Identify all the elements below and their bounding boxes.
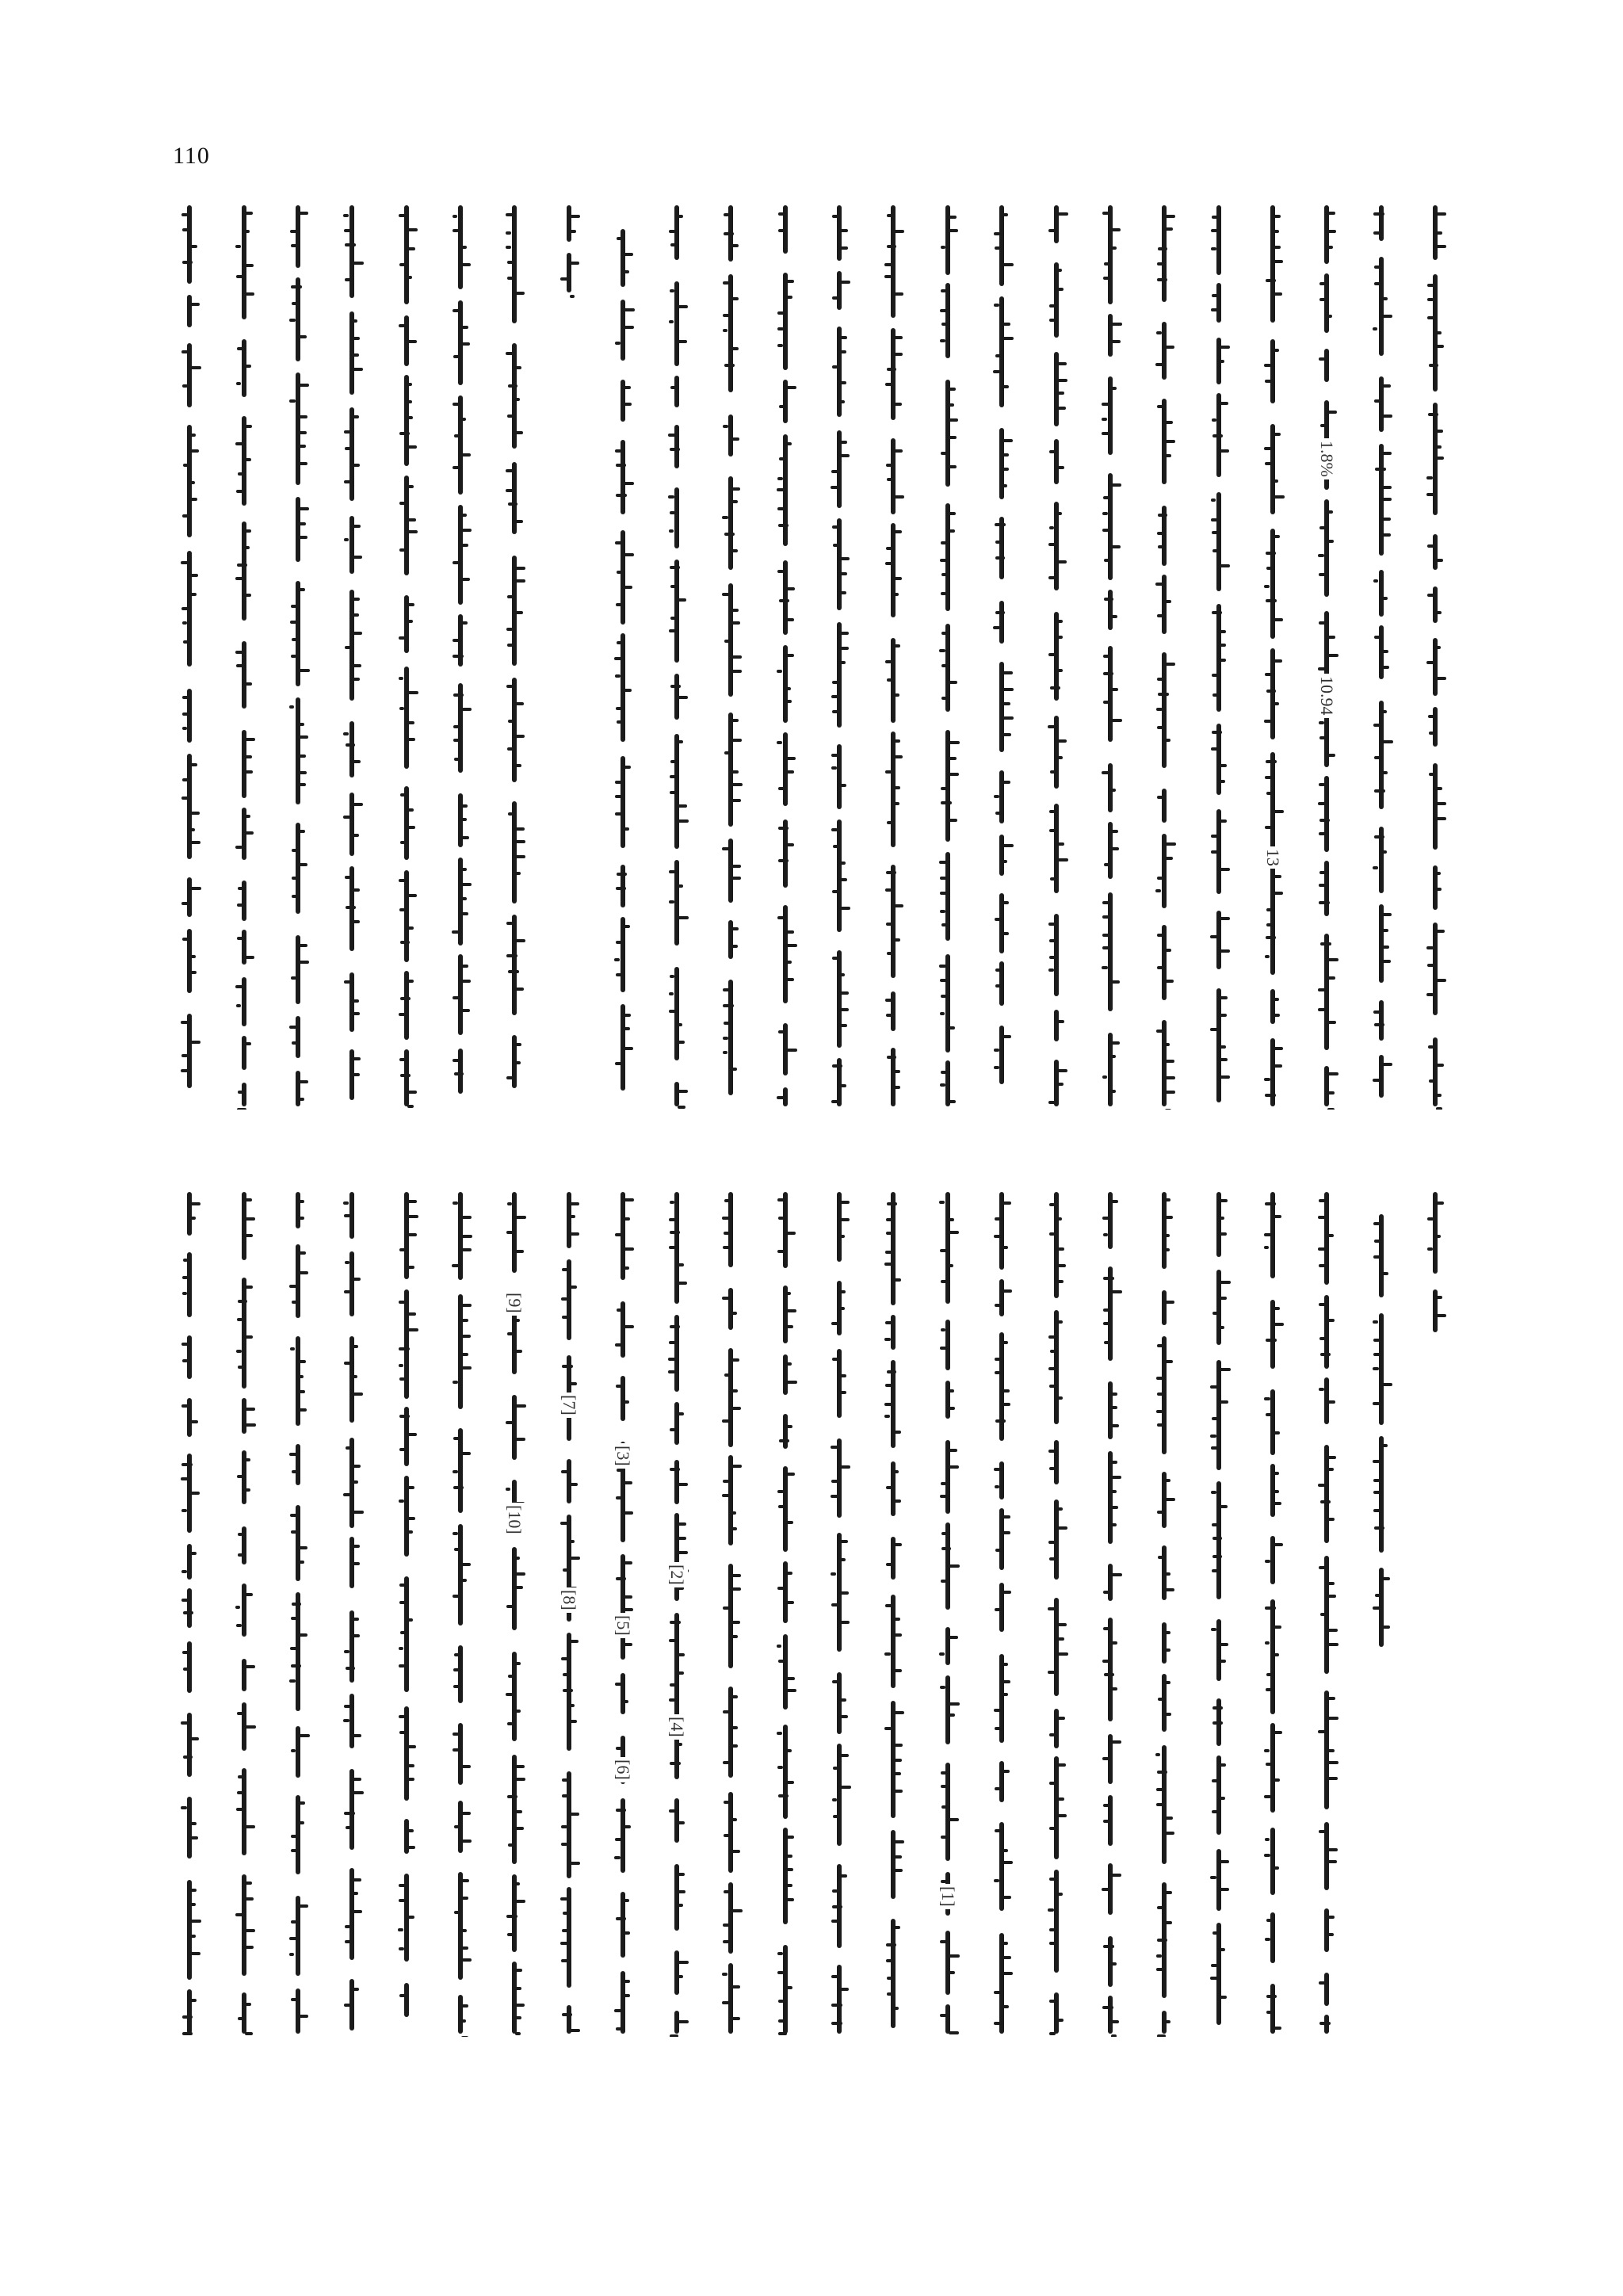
text-column	[988, 1189, 1015, 2037]
text-column	[826, 202, 853, 1110]
vertical-script-glyphs	[176, 202, 203, 1110]
text-column	[447, 202, 474, 1110]
vertical-script-glyphs	[231, 1189, 258, 2037]
vertical-script-glyphs	[826, 202, 853, 1110]
vertical-script-glyphs	[1368, 202, 1395, 1110]
text-column	[1313, 1189, 1340, 2037]
vertical-script-glyphs	[1043, 202, 1070, 1110]
vertical-script-glyphs	[176, 1189, 203, 2037]
text-column	[717, 202, 744, 1110]
citation-mark: [3]	[612, 1443, 634, 1469]
vertical-script-glyphs	[609, 202, 636, 1110]
text-column	[826, 1189, 853, 2037]
text-column	[556, 1189, 582, 2037]
text-column	[393, 1189, 420, 2037]
vertical-script-glyphs	[1259, 202, 1286, 1110]
vertical-script-glyphs	[231, 202, 258, 1110]
text-column	[1205, 1189, 1232, 2037]
vertical-script-glyphs	[717, 202, 744, 1110]
vertical-script-glyphs	[1205, 1189, 1232, 2037]
citation-mark: [6]	[612, 1757, 634, 1782]
text-column	[1151, 202, 1178, 1110]
vertical-script-glyphs	[1368, 1189, 1395, 2037]
vertical-script-glyphs	[501, 1189, 528, 2037]
vertical-script-glyphs	[501, 202, 528, 1110]
vertical-script-glyphs	[285, 1189, 311, 2037]
text-column	[501, 202, 528, 1110]
text-column	[1368, 1189, 1395, 2037]
text-column	[285, 1189, 311, 2037]
vertical-script-glyphs	[988, 202, 1015, 1110]
vertical-script-glyphs	[447, 1189, 474, 2037]
text-column	[609, 202, 636, 1110]
vertical-script-glyphs	[1043, 1189, 1070, 2037]
text-column	[231, 202, 258, 1110]
text-column	[934, 1189, 961, 2037]
vertical-script-glyphs	[880, 1189, 907, 2037]
vertical-script-glyphs	[880, 202, 907, 1110]
vertical-script-glyphs	[1313, 1189, 1340, 2037]
vertical-script-glyphs	[447, 202, 474, 1110]
citation-mark: [5]	[612, 1613, 634, 1638]
text-column	[1368, 202, 1395, 1110]
text-column	[934, 202, 961, 1110]
text-column	[1259, 1189, 1286, 2037]
text-column	[231, 1189, 258, 2037]
vertical-script-glyphs	[1151, 1189, 1178, 2037]
vertical-script-glyphs	[772, 1189, 799, 2037]
citation-mark: [4]	[666, 1714, 688, 1740]
text-column	[556, 202, 582, 1110]
numeric-value: 13	[1262, 846, 1284, 869]
text-column	[501, 1189, 528, 2037]
text-column	[1259, 202, 1286, 1110]
vertical-script-glyphs	[338, 1189, 365, 2037]
lower-text-block	[162, 1189, 1462, 2037]
vertical-script-glyphs	[338, 202, 365, 1110]
text-column	[1097, 202, 1124, 1110]
text-column	[1205, 202, 1232, 1110]
vertical-script-glyphs	[1259, 1189, 1286, 2037]
numeric-value: 1.8%	[1316, 438, 1338, 479]
text-column	[447, 1189, 474, 2037]
vertical-script-glyphs	[988, 1189, 1015, 2037]
text-column	[176, 202, 203, 1110]
vertical-script-glyphs	[1097, 1189, 1124, 2037]
text-column	[663, 1189, 690, 2037]
citation-mark: [2]	[666, 1562, 688, 1587]
vertical-script-glyphs	[1151, 202, 1178, 1110]
text-column	[1097, 1189, 1124, 2037]
text-column	[176, 1189, 203, 2037]
text-column	[717, 1189, 744, 2037]
text-column	[880, 202, 907, 1110]
vertical-script-glyphs	[826, 1189, 853, 2037]
text-column	[1422, 202, 1449, 1110]
page-number: 110	[173, 143, 210, 169]
text-column	[1422, 1189, 1449, 2037]
citation-mark: [8]	[558, 1587, 580, 1613]
citation-mark: [10]	[503, 1503, 525, 1537]
vertical-script-glyphs	[556, 202, 582, 1110]
vertical-script-glyphs	[1205, 202, 1232, 1110]
text-column	[338, 202, 365, 1110]
vertical-script-glyphs	[934, 1189, 961, 2037]
vertical-script-glyphs	[934, 202, 961, 1110]
citation-mark: [7]	[558, 1392, 580, 1418]
vertical-script-glyphs	[663, 1189, 690, 2037]
vertical-script-glyphs	[717, 1189, 744, 2037]
text-column	[988, 202, 1015, 1110]
text-column	[1043, 202, 1070, 1110]
vertical-script-glyphs	[556, 1189, 582, 2037]
citation-mark: [1]	[937, 1884, 959, 1909]
citation-mark: [9]	[503, 1290, 525, 1316]
vertical-script-glyphs	[393, 1189, 420, 2037]
vertical-script-glyphs	[663, 202, 690, 1110]
text-column	[1313, 202, 1340, 1110]
vertical-script-glyphs	[285, 202, 311, 1110]
text-column	[338, 1189, 365, 2037]
upper-text-block	[162, 202, 1462, 1110]
text-column	[1151, 1189, 1178, 2037]
text-column	[772, 202, 799, 1110]
vertical-script-glyphs	[772, 202, 799, 1110]
vertical-script-glyphs	[1313, 202, 1340, 1110]
text-column	[663, 202, 690, 1110]
vertical-script-glyphs	[1097, 202, 1124, 1110]
numeric-value: 10.94	[1316, 674, 1338, 718]
text-column	[393, 202, 420, 1110]
vertical-script-glyphs	[1422, 1189, 1449, 2037]
vertical-script-glyphs	[393, 202, 420, 1110]
text-column	[772, 1189, 799, 2037]
vertical-script-glyphs	[1422, 202, 1449, 1110]
text-column	[1043, 1189, 1070, 2037]
text-column	[880, 1189, 907, 2037]
text-column	[285, 202, 311, 1110]
